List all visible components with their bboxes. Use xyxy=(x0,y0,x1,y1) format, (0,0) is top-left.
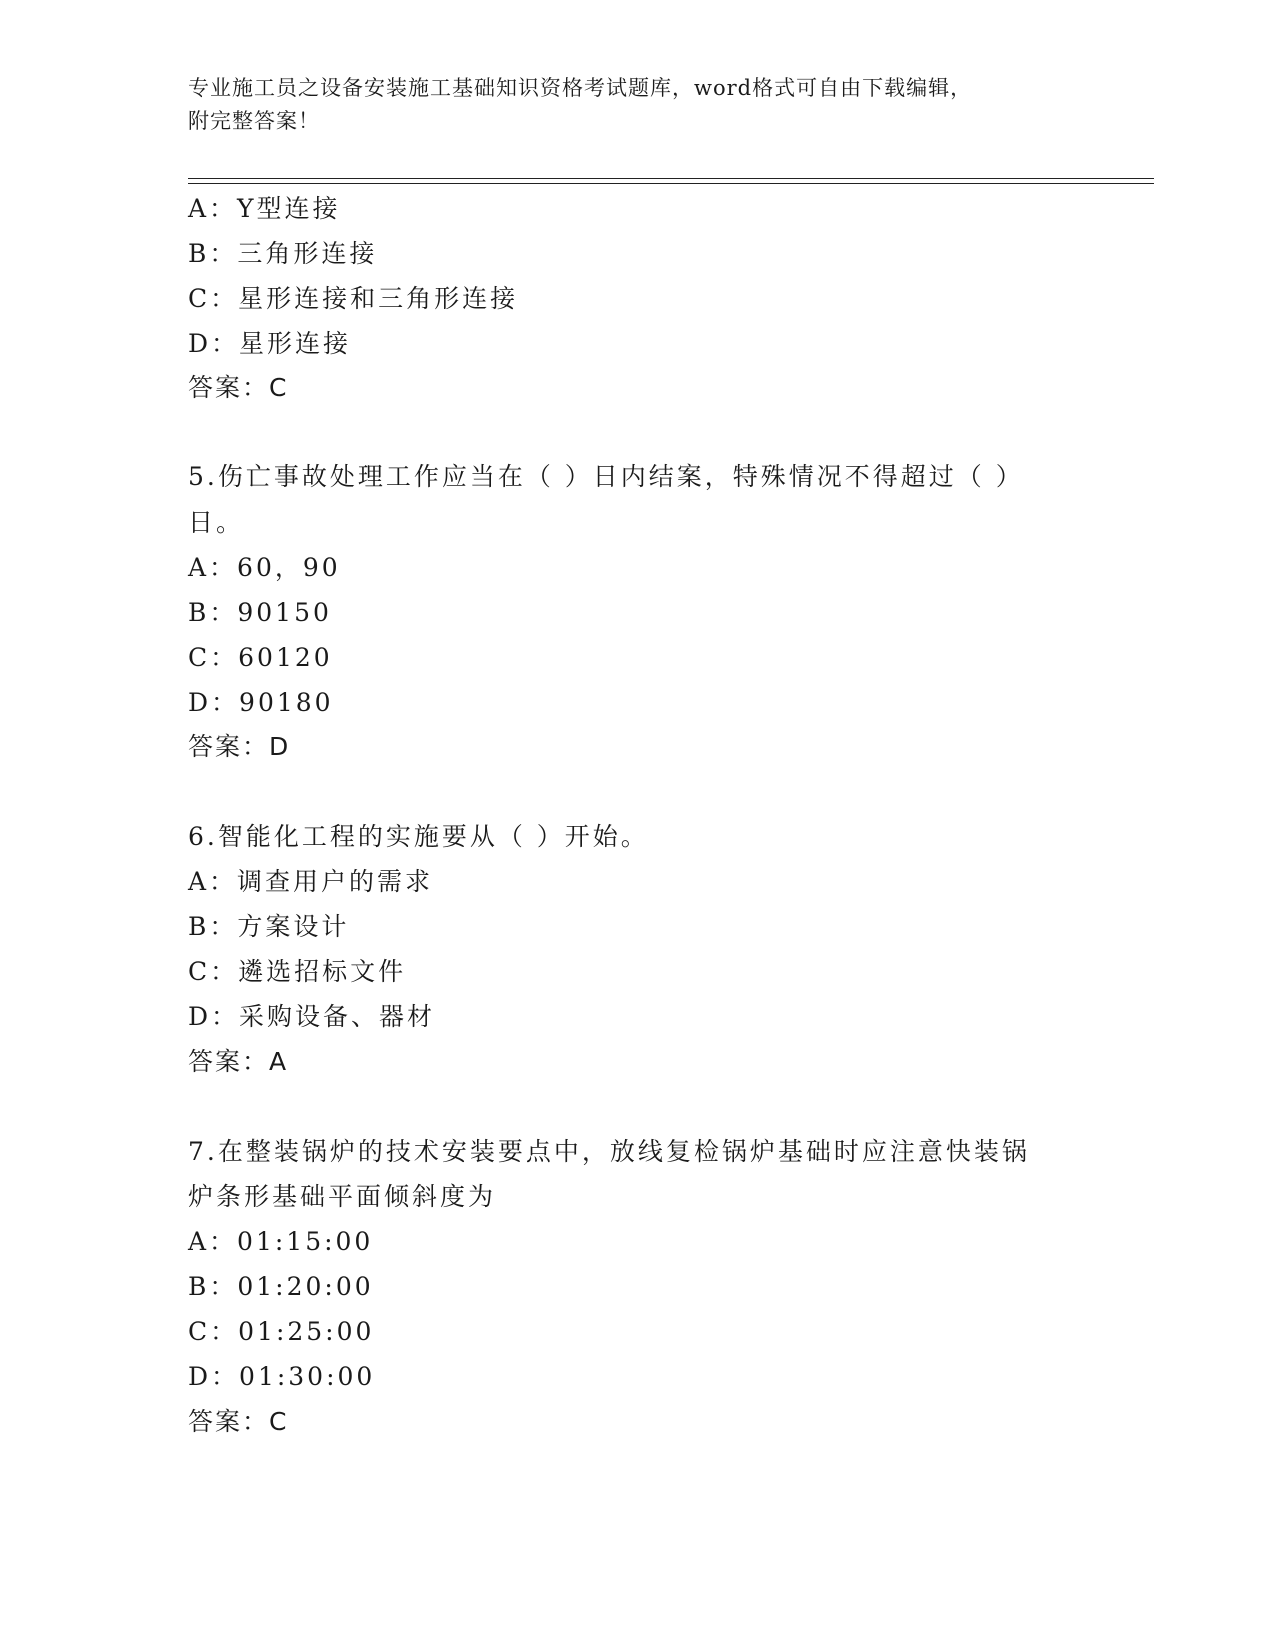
q7-option-a: A：01:15:00 xyxy=(188,1227,374,1256)
q6-option-a: A：调查用户的需求 xyxy=(188,867,434,896)
q5-stem-line-2: 日。 xyxy=(188,508,245,537)
q5-option-b: B：90150 xyxy=(188,598,332,627)
header-line-1: 专业施工员之设备安装施工基础知识资格考试题库，word格式可自由下载编辑， xyxy=(188,76,973,100)
q4-option-c: C：星形连接和三角形连接 xyxy=(188,284,519,313)
q7-answer: 答案：C xyxy=(188,1407,289,1436)
q4-option-b: B：三角形连接 xyxy=(188,239,378,268)
q7-stem-line-1: 7.在整装锅炉的技术安装要点中，放线复检锅炉基础时应注意快装锅 xyxy=(188,1137,1030,1166)
q7-option-b: B：01:20:00 xyxy=(188,1272,374,1301)
q6-answer: 答案：A xyxy=(188,1047,289,1076)
q6-stem-line-1: 6.智能化工程的实施要从（ ）开始。 xyxy=(188,822,649,851)
document-header xyxy=(188,72,1068,138)
header-divider-top xyxy=(188,178,1154,179)
q5-option-c: C：60120 xyxy=(188,643,333,672)
q7-stem-line-2: 炉条形基础平面倾斜度为 xyxy=(188,1182,497,1211)
q7-option-c: C：01:25:00 xyxy=(188,1317,375,1346)
q5-answer: 答案：D xyxy=(188,732,291,761)
q6-option-c: C：遴选招标文件 xyxy=(188,957,407,986)
q5-option-a: A：60，90 xyxy=(188,553,341,582)
q4-option-d: D：星形连接 xyxy=(188,329,352,358)
q6-option-b: B：方案设计 xyxy=(188,912,350,941)
q7-option-d: D：01:30:00 xyxy=(188,1362,376,1391)
header-line-2: 附完整答案！ xyxy=(188,109,320,133)
header-divider-bottom xyxy=(188,183,1154,184)
q5-option-d: D：90180 xyxy=(188,688,334,717)
q4-answer: 答案：C xyxy=(188,373,289,402)
q6-option-d: D：采购设备、器材 xyxy=(188,1002,436,1031)
q5-stem-line-1: 5.伤亡事故处理工作应当在（ ）日内结案，特殊情况不得超过（ ） xyxy=(188,462,1024,491)
q4-option-a: A：Y型连接 xyxy=(188,194,341,223)
